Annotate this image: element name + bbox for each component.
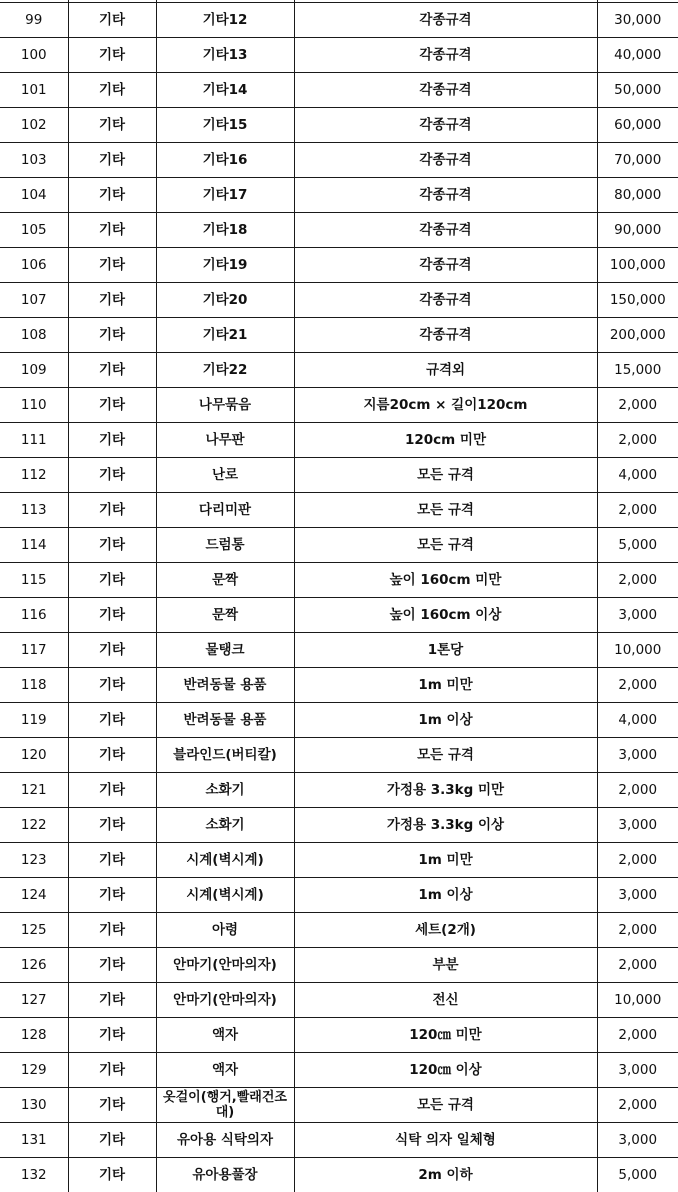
fee-table-body [0, 3, 678, 1192]
table-row [0, 73, 678, 108]
fee-cell: 200,000 [597, 318, 678, 353]
row-number-cell: 114 [0, 528, 68, 563]
fee-cell: 2,000 [597, 668, 678, 703]
specification-cell: 1m 이상 [294, 703, 597, 738]
category-cell: 기타 [68, 178, 156, 213]
row-number-cell: 131 [0, 1123, 68, 1158]
fee-cell: 4,000 [597, 703, 678, 738]
row-number-cell: 127 [0, 983, 68, 1018]
fee-cell: 150,000 [597, 283, 678, 318]
fee-cell: 3,000 [597, 1123, 678, 1158]
row-number-cell: 106 [0, 248, 68, 283]
category-cell: 기타 [68, 318, 156, 353]
fee-cell: 2,000 [597, 423, 678, 458]
table-row [0, 563, 678, 598]
row-number-cell: 130 [0, 1088, 68, 1123]
category-cell: 기타 [68, 213, 156, 248]
row-number-cell: 107 [0, 283, 68, 318]
row-number-cell: 110 [0, 388, 68, 423]
fee-cell: 15,000 [597, 353, 678, 388]
fee-cell: 50,000 [597, 73, 678, 108]
fee-cell: 3,000 [597, 1053, 678, 1088]
row-number-cell: 122 [0, 808, 68, 843]
specification-cell: 120cm 미만 [294, 423, 597, 458]
row-number-cell: 111 [0, 423, 68, 458]
specification-cell: 지름20cm × 길이120cm [294, 388, 597, 423]
fee-cell: 2,000 [597, 948, 678, 983]
item-name-cell: 액자 [156, 1018, 294, 1053]
row-number-cell: 121 [0, 773, 68, 808]
item-name-cell: 반려동물 용품 [156, 668, 294, 703]
item-name-cell: 문짝 [156, 598, 294, 633]
item-name-cell: 물탱크 [156, 633, 294, 668]
category-cell: 기타 [68, 598, 156, 633]
table-row [0, 3, 678, 38]
item-name-cell: 기타17 [156, 178, 294, 213]
fee-cell: 30,000 [597, 3, 678, 38]
row-number-cell: 125 [0, 913, 68, 948]
specification-cell: 높이 160cm 미만 [294, 563, 597, 598]
fee-cell: 3,000 [597, 808, 678, 843]
category-cell: 기타 [68, 808, 156, 843]
category-cell: 기타 [68, 878, 156, 913]
specification-cell: 규격외 [294, 353, 597, 388]
item-name-cell: 기타14 [156, 73, 294, 108]
category-cell: 기타 [68, 458, 156, 493]
specification-cell: 전신 [294, 983, 597, 1018]
specification-cell: 모든 규격 [294, 1088, 597, 1123]
row-number-cell: 109 [0, 353, 68, 388]
specification-cell: 각종규격 [294, 213, 597, 248]
row-number-cell: 105 [0, 213, 68, 248]
specification-cell: 각종규격 [294, 248, 597, 283]
fee-cell: 2,000 [597, 1018, 678, 1053]
table-row [0, 143, 678, 178]
item-name-cell: 나무판 [156, 423, 294, 458]
category-cell: 기타 [68, 493, 156, 528]
table-row [0, 773, 678, 808]
item-name-cell: 기타18 [156, 213, 294, 248]
table-row [0, 353, 678, 388]
table-row [0, 1018, 678, 1053]
item-name-cell: 유아용 식탁의자 [156, 1123, 294, 1158]
fee-cell: 3,000 [597, 598, 678, 633]
row-number-cell: 128 [0, 1018, 68, 1053]
specification-cell: 1m 미만 [294, 843, 597, 878]
specification-cell: 각종규격 [294, 38, 597, 73]
specification-cell: 각종규격 [294, 178, 597, 213]
item-name-cell: 안마기(안마의자) [156, 948, 294, 983]
item-name-cell: 옷걸이(행거,빨래건조대) [156, 1088, 294, 1123]
fee-cell: 2,000 [597, 493, 678, 528]
category-cell: 기타 [68, 563, 156, 598]
category-cell: 기타 [68, 1088, 156, 1123]
row-number-cell: 120 [0, 738, 68, 773]
table-row [0, 913, 678, 948]
row-number-cell: 119 [0, 703, 68, 738]
category-cell: 기타 [68, 423, 156, 458]
specification-cell: 120㎝ 미만 [294, 1018, 597, 1053]
item-name-cell: 소화기 [156, 808, 294, 843]
specification-cell: 각종규격 [294, 143, 597, 178]
item-name-cell: 기타20 [156, 283, 294, 318]
table-row [0, 528, 678, 563]
fee-cell: 5,000 [597, 528, 678, 563]
item-name-cell: 드럼통 [156, 528, 294, 563]
item-name-cell: 액자 [156, 1053, 294, 1088]
item-name-cell: 기타13 [156, 38, 294, 73]
row-number-cell: 124 [0, 878, 68, 913]
specification-cell: 120㎝ 이상 [294, 1053, 597, 1088]
table-row [0, 213, 678, 248]
table-row [0, 1123, 678, 1158]
category-cell: 기타 [68, 388, 156, 423]
row-number-cell: 103 [0, 143, 68, 178]
category-cell: 기타 [68, 738, 156, 773]
fee-cell: 60,000 [597, 108, 678, 143]
item-name-cell: 다리미판 [156, 493, 294, 528]
row-number-cell: 100 [0, 38, 68, 73]
specification-cell: 각종규격 [294, 3, 597, 38]
table-row [0, 493, 678, 528]
item-name-cell: 기타12 [156, 3, 294, 38]
fee-cell: 2,000 [597, 388, 678, 423]
table-row [0, 1158, 678, 1192]
category-cell: 기타 [68, 1158, 156, 1192]
fee-cell: 2,000 [597, 773, 678, 808]
category-cell: 기타 [68, 773, 156, 808]
disposal-fee-table [0, 2, 678, 1192]
fee-cell: 2,000 [597, 563, 678, 598]
specification-cell: 가정용 3.3kg 이상 [294, 808, 597, 843]
item-name-cell: 기타16 [156, 143, 294, 178]
specification-cell: 모든 규격 [294, 458, 597, 493]
item-name-cell: 블라인드(버티칼) [156, 738, 294, 773]
item-name-cell: 기타21 [156, 318, 294, 353]
specification-cell: 세트(2개) [294, 913, 597, 948]
specification-cell: 1m 이상 [294, 878, 597, 913]
fee-cell: 3,000 [597, 878, 678, 913]
item-name-cell: 난로 [156, 458, 294, 493]
specification-cell: 가정용 3.3kg 미만 [294, 773, 597, 808]
item-name-cell: 아령 [156, 913, 294, 948]
category-cell: 기타 [68, 353, 156, 388]
specification-cell: 모든 규격 [294, 528, 597, 563]
category-cell: 기타 [68, 248, 156, 283]
fee-cell: 4,000 [597, 458, 678, 493]
specification-cell: 모든 규격 [294, 738, 597, 773]
category-cell: 기타 [68, 3, 156, 38]
row-number-cell: 118 [0, 668, 68, 703]
category-cell: 기타 [68, 143, 156, 178]
specification-cell: 모든 규격 [294, 493, 597, 528]
item-name-cell: 시계(벽시계) [156, 878, 294, 913]
item-name-cell: 반려동물 용품 [156, 703, 294, 738]
fee-cell: 10,000 [597, 983, 678, 1018]
item-name-cell: 소화기 [156, 773, 294, 808]
category-cell: 기타 [68, 528, 156, 563]
row-number-cell: 113 [0, 493, 68, 528]
row-number-cell: 129 [0, 1053, 68, 1088]
row-number-cell: 126 [0, 948, 68, 983]
row-number-cell: 115 [0, 563, 68, 598]
specification-cell: 식탁 의자 일체형 [294, 1123, 597, 1158]
item-name-cell: 기타19 [156, 248, 294, 283]
specification-cell: 부분 [294, 948, 597, 983]
row-number-cell: 102 [0, 108, 68, 143]
table-row [0, 983, 678, 1018]
table-row [0, 703, 678, 738]
row-number-cell: 116 [0, 598, 68, 633]
table-row [0, 283, 678, 318]
table-row [0, 738, 678, 773]
row-number-cell: 112 [0, 458, 68, 493]
category-cell: 기타 [68, 983, 156, 1018]
category-cell: 기타 [68, 283, 156, 318]
item-name-cell: 문짝 [156, 563, 294, 598]
specification-cell: 각종규격 [294, 73, 597, 108]
row-number-cell: 101 [0, 73, 68, 108]
category-cell: 기타 [68, 703, 156, 738]
table-row [0, 423, 678, 458]
item-name-cell: 나무묶음 [156, 388, 294, 423]
specification-cell: 1톤당 [294, 633, 597, 668]
specification-cell: 2m 이하 [294, 1158, 597, 1192]
table-row [0, 1053, 678, 1088]
fee-cell: 40,000 [597, 38, 678, 73]
category-cell: 기타 [68, 1053, 156, 1088]
fee-cell: 2,000 [597, 843, 678, 878]
fee-cell: 2,000 [597, 1088, 678, 1123]
row-number-cell: 104 [0, 178, 68, 213]
table-row [0, 948, 678, 983]
fee-cell: 90,000 [597, 213, 678, 248]
fee-cell: 2,000 [597, 913, 678, 948]
table-row [0, 1088, 678, 1123]
fee-cell: 70,000 [597, 143, 678, 178]
specification-cell: 1m 미만 [294, 668, 597, 703]
table-row [0, 633, 678, 668]
table-row [0, 38, 678, 73]
category-cell: 기타 [68, 38, 156, 73]
item-name-cell: 안마기(안마의자) [156, 983, 294, 1018]
row-number-cell: 108 [0, 318, 68, 353]
specification-cell: 각종규격 [294, 283, 597, 318]
category-cell: 기타 [68, 633, 156, 668]
table-row [0, 878, 678, 913]
category-cell: 기타 [68, 73, 156, 108]
table-row [0, 668, 678, 703]
row-number-cell: 123 [0, 843, 68, 878]
fee-cell: 3,000 [597, 738, 678, 773]
specification-cell: 높이 160cm 이상 [294, 598, 597, 633]
fee-cell: 5,000 [597, 1158, 678, 1192]
table-row [0, 843, 678, 878]
table-row [0, 178, 678, 213]
category-cell: 기타 [68, 1018, 156, 1053]
specification-cell: 각종규격 [294, 108, 597, 143]
item-name-cell: 기타15 [156, 108, 294, 143]
category-cell: 기타 [68, 668, 156, 703]
table-row [0, 388, 678, 423]
item-name-cell: 기타22 [156, 353, 294, 388]
item-name-cell: 시계(벽시계) [156, 843, 294, 878]
category-cell: 기타 [68, 948, 156, 983]
table-row [0, 458, 678, 493]
table-row [0, 318, 678, 353]
table-row [0, 808, 678, 843]
category-cell: 기타 [68, 1123, 156, 1158]
table-row [0, 108, 678, 143]
category-cell: 기타 [68, 843, 156, 878]
row-number-cell: 99 [0, 3, 68, 38]
row-number-cell: 132 [0, 1158, 68, 1192]
specification-cell: 각종규격 [294, 318, 597, 353]
table-row [0, 248, 678, 283]
category-cell: 기타 [68, 108, 156, 143]
row-number-cell: 117 [0, 633, 68, 668]
category-cell: 기타 [68, 913, 156, 948]
fee-cell: 10,000 [597, 633, 678, 668]
item-name-cell: 유아용풀장 [156, 1158, 294, 1192]
fee-cell: 80,000 [597, 178, 678, 213]
table-row [0, 598, 678, 633]
fee-cell: 100,000 [597, 248, 678, 283]
